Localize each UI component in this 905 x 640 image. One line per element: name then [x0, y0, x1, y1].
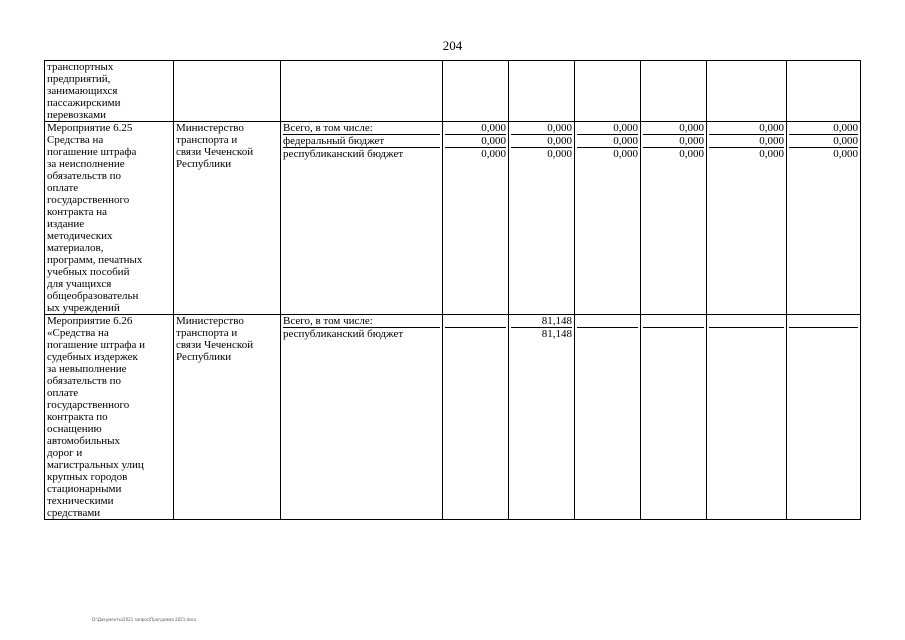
value-line: 0,000 — [547, 148, 572, 160]
measure-name-cell-line: учебных пособий — [47, 266, 130, 278]
value-cell — [575, 122, 641, 315]
value-line: 0,000 — [481, 148, 506, 160]
measure-name-cell-line: общеобразовательн — [47, 290, 139, 302]
value-line: 0,000 — [613, 148, 638, 160]
measure-name-cell-line: занимающихся — [47, 85, 118, 97]
value-line: 0,000 — [511, 135, 572, 148]
measure-name-cell — [45, 315, 174, 520]
value-cell — [509, 122, 575, 315]
measure-name-cell-line: погашение штрафа — [47, 146, 137, 158]
measure-name-cell-line: для учащихся — [47, 278, 112, 290]
value-line — [445, 315, 506, 328]
measure-name-cell-line: погашение штрафа и — [47, 339, 145, 351]
measure-name-cell-line: оплате — [47, 182, 79, 194]
measure-name-cell-line: Мероприятие 6.26 — [47, 315, 133, 327]
value-cell — [641, 315, 707, 520]
executor-cell-line — [176, 61, 278, 73]
value-line: 0,000 — [759, 148, 784, 160]
funding-source-line: федеральный бюджет — [283, 135, 440, 148]
executor-cell-line: Министерство — [176, 315, 244, 327]
value-cell — [575, 61, 641, 122]
measure-name-cell-line: обязательств по — [47, 170, 122, 182]
measure-name-cell — [45, 61, 174, 122]
value-cell — [707, 61, 787, 122]
measure-name-cell-line: обязательств по — [47, 375, 122, 387]
value-line: 0,000 — [643, 122, 704, 135]
measure-name-cell-line: техническими — [47, 495, 114, 507]
value-line — [577, 328, 638, 340]
value-cell — [787, 122, 861, 315]
value-cell — [787, 61, 861, 122]
measure-name-cell-line: Мероприятие 6.25 — [47, 122, 133, 134]
executor-cell-line: Республики — [176, 351, 232, 363]
measure-name-cell-line: государственного — [47, 194, 130, 206]
measure-name-cell-line: оплате — [47, 387, 79, 399]
value-line — [709, 315, 784, 328]
measure-name-cell-line: контракта по — [47, 411, 108, 423]
value-cell — [575, 315, 641, 520]
value-line — [789, 315, 858, 328]
measure-name-cell-line: средствами — [47, 507, 101, 519]
measure-name-cell-line: ых учреждений — [47, 302, 120, 314]
measure-name-cell-line: дорог и — [47, 447, 83, 459]
funding-source-cell — [281, 315, 443, 520]
value-line: 0,000 — [511, 122, 572, 135]
value-cell — [707, 122, 787, 315]
value-line — [709, 328, 784, 340]
value-cell — [641, 61, 707, 122]
executor-cell-line: транспорта и — [176, 327, 238, 339]
funding-source-line: республиканский бюджет — [283, 148, 404, 160]
measure-name-cell — [45, 122, 174, 315]
value-cell — [641, 122, 707, 315]
value-line: 0,000 — [643, 135, 704, 148]
executor-cell — [174, 315, 281, 520]
footer-file-path: D:\Документы\2021 запрос\Программа 2021.docx — [92, 617, 197, 622]
value-cell — [443, 315, 509, 520]
value-line: 81,148 — [541, 328, 572, 340]
executor-cell-line: Министерство — [176, 122, 244, 134]
value-line — [577, 315, 638, 328]
measure-name-cell-line: издание — [47, 218, 85, 230]
executor-cell-line: связи Чеченской — [176, 146, 254, 158]
value-line — [643, 328, 704, 340]
funding-source-cell — [281, 61, 443, 122]
value-cell — [509, 61, 575, 122]
executor-cell — [174, 122, 281, 315]
value-cell — [707, 315, 787, 520]
measure-name-cell-line: предприятий, — [47, 73, 111, 85]
measure-name-cell-line: стационарными — [47, 483, 122, 495]
measure-name-cell-line: за невыполнение — [47, 363, 127, 375]
measure-name-cell-line: судебных издержек — [47, 351, 138, 363]
value-line: 0,000 — [789, 122, 858, 135]
value-line — [643, 315, 704, 328]
value-line: 0,000 — [445, 135, 506, 148]
measure-name-cell-line: перевозками — [47, 109, 107, 121]
measure-name-cell-line: транспортных — [47, 61, 114, 73]
page-number: 204 — [442, 38, 463, 53]
value-cell — [787, 315, 861, 520]
value-line: 81,148 — [511, 315, 572, 328]
value-line: 0,000 — [679, 148, 704, 160]
measure-name-cell-line: крупных городов — [47, 471, 128, 483]
funding-source-cell — [281, 122, 443, 315]
measure-name-cell-line: оснащению — [47, 423, 102, 435]
measure-name-cell-line: «Средства на — [47, 327, 109, 339]
table-row — [45, 61, 861, 122]
table-row — [45, 122, 861, 315]
measure-name-cell-line: за неисполнение — [47, 158, 125, 170]
measure-name-cell-line: государственного — [47, 399, 130, 411]
value-line — [445, 328, 506, 340]
measure-name-cell-line: пассажирскими — [47, 97, 121, 109]
funding-source-line: Всего, в том числе: — [283, 315, 440, 328]
value-line: 0,000 — [789, 135, 858, 148]
value-line: 0,000 — [833, 148, 858, 160]
value-line: 0,000 — [445, 122, 506, 135]
measure-name-cell-line: материалов, — [47, 242, 104, 254]
value-line: 0,000 — [577, 135, 638, 148]
value-line: 0,000 — [709, 122, 784, 135]
value-line: 0,000 — [577, 122, 638, 135]
executor-cell-line: Республики — [176, 158, 232, 170]
program-table — [44, 60, 861, 520]
table-row — [45, 315, 861, 520]
value-line: 0,000 — [709, 135, 784, 148]
measure-name-cell-line: программ, печатных — [47, 254, 143, 266]
measure-name-cell-line: контракта на — [47, 206, 108, 218]
executor-cell-line: связи Чеченской — [176, 339, 254, 351]
value-cell — [443, 61, 509, 122]
executor-cell-line: транспорта и — [176, 134, 238, 146]
measure-name-cell-line: автомобильных — [47, 435, 120, 447]
value-cell — [443, 122, 509, 315]
funding-source-line: республиканский бюджет — [283, 328, 404, 340]
executor-cell — [174, 61, 281, 122]
funding-source-line: Всего, в том числе: — [283, 122, 440, 135]
value-line — [789, 328, 858, 340]
measure-name-cell-line: Средства на — [47, 134, 104, 146]
measure-name-cell-line: методических — [47, 230, 113, 242]
value-cell — [509, 315, 575, 520]
measure-name-cell-line: магистральных улиц — [47, 459, 144, 471]
